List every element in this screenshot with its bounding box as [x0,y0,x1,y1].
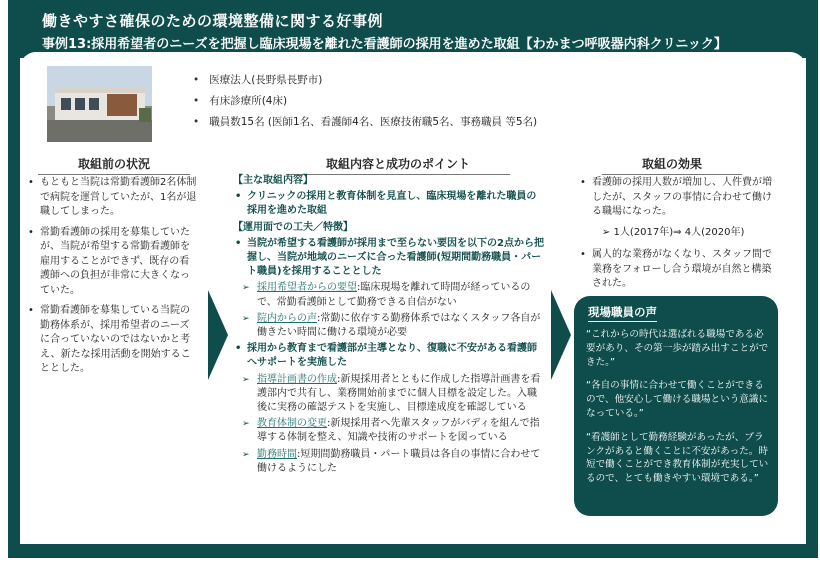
page-subtitle: 事例13:採用希望者のニーズを把握し臨床現場を離れた看護師の採用を進めた取組【わかまつ呼吸器内科クリニック】 [42,37,727,52]
sub-point-text: :臨床現場を離れて時間が経っているので、常勤看護師として勤務できる自信がない [257,282,531,308]
before-list [28,176,198,383]
section-label-operation: 【運用面での工夫／特徴】 [233,221,353,233]
sub-point-label: 勤務時間 [257,448,297,460]
sub-point [233,373,545,416]
effect-heading: 取組の効果 [642,157,703,171]
sub-point [233,417,545,445]
staff-voice-quotes [586,328,770,496]
middle-content [233,173,545,478]
sub-point-text: :短期間勤務職員・パート職員は各自の事情に合わせて働けるようにした [257,448,541,474]
effect-item: • 看護師の採用人数が増加し、人件費が増したが、スタッフの事情に合わせて働ける職場になった。 [580,176,780,220]
effect-list [580,176,780,298]
frame-bottom [8,544,818,558]
before-item: • 常勤看護師の採用を募集していたが、当院が希望する常勤看護師を雇用することができず、既存の看護師への負担が非常に大きくなっていた。 [28,226,198,299]
effect-item: • 属人的な業務がなくなり、スタッフ間で業務をフォローし合う環境が自然と構築された。 [580,248,780,292]
before-heading: 取組前の状況 [78,157,151,171]
fact-corporation: • 医療法人(長野県長野市) [193,70,537,91]
clinic-photo [47,66,152,142]
frame-left [8,58,20,558]
chevron-right-icon: ➢ [242,419,250,430]
sub-point-label: 指導計画書の作成 [257,373,337,385]
fact-staff: • 職員数15名 (医師1名、看護師4名、医療技術職5名、事務職員 等5名) [193,112,537,133]
page-title: 働きやすさ確保のための環境整備に関する好事例 [42,12,384,30]
section-label-main: 【主な取組内容】 [233,175,313,186]
arrow-right-icon [551,290,571,380]
sub-point [233,281,545,309]
clinic-facts [193,70,537,133]
staff-voice-heading: 現場職員の声 [588,305,657,319]
frame-right [806,58,818,558]
staff-quote: “各自の事情に合わせて働くことができるので、他安心して働ける職場という意識になっている。” [586,380,769,419]
arrow-right-icon [208,290,228,380]
sub-point-label: 院内からの声 [257,312,317,324]
staff-voice-box [574,296,778,516]
chevron-right-icon: ➢ [242,449,250,460]
before-item: • 常勤看護師を募集している当院の勤務体系が、採用希望者のニーズに合っていないのではないかと考え、新たな採用活動を開始することとした。 [28,304,198,377]
clinic-building-image [47,66,152,142]
staff-quote: “看護師として勤務経験があったが、ブランクがあると働くことに不安があった。時短で働くことができ教育体制が充実しているので、とても働きやすい環境である。” [586,431,769,485]
chevron-right-icon: ➢ [242,374,250,385]
sub-point-text: :常勤に依存する勤務体系ではなくスタッフ各自が働きたい時間に働ける環境が必要 [257,312,541,339]
chevron-right-icon: ➢ [242,313,250,324]
effect-subitem: ➢ 1人(2017年)⇒ 4人(2020年) [602,226,745,238]
sub-point-label: 採用希望者からの要望 [257,282,357,294]
sub-point-text: :新規採用者へ先輩スタッフがバディを組んで指導する体制を整え、知識や技術のサポートを図っている [257,418,540,444]
sub-point [233,448,545,476]
sub-point-text: :新規採用者とともに作成した指導計画書を看護部内で共有し、業務開始前までに個人目標を設定した。入職後に実務の確認テストを実施し、目標達成度を確認している [257,373,541,414]
middle-heading: 取組内容と成功のポイント [326,157,471,171]
before-item: • もともと当院は常勤看護師2名体制で病院を運営していたが、1名が退職してしまった。 [28,176,198,220]
chevron-right-icon: ➢ [242,283,250,294]
main-point: • 当院が希望する看護師が採用まで至らない要因を以下の2点から把握し、当院が地域のニーズに合った看護師(短期間勤務職員・パート職員)を採用することとした [233,237,545,280]
sub-point-label: 教育体制の変更 [257,418,327,430]
staff-quote: “これからの時代は選ばれる職場である必要があり、その第一歩が踏み出すことができた。” [586,329,769,368]
main-point: • クリニックの採用と教育体制を見直し、臨床現場を離れた職員の採用を進めた取組 [233,190,545,218]
fact-facility: • 有床診療所(4床) [193,91,537,112]
main-point: • 採用から教育まで看護部が主導となり、復職に不安がある看護師へサポートを実施した [233,342,545,370]
sub-point [233,312,545,340]
